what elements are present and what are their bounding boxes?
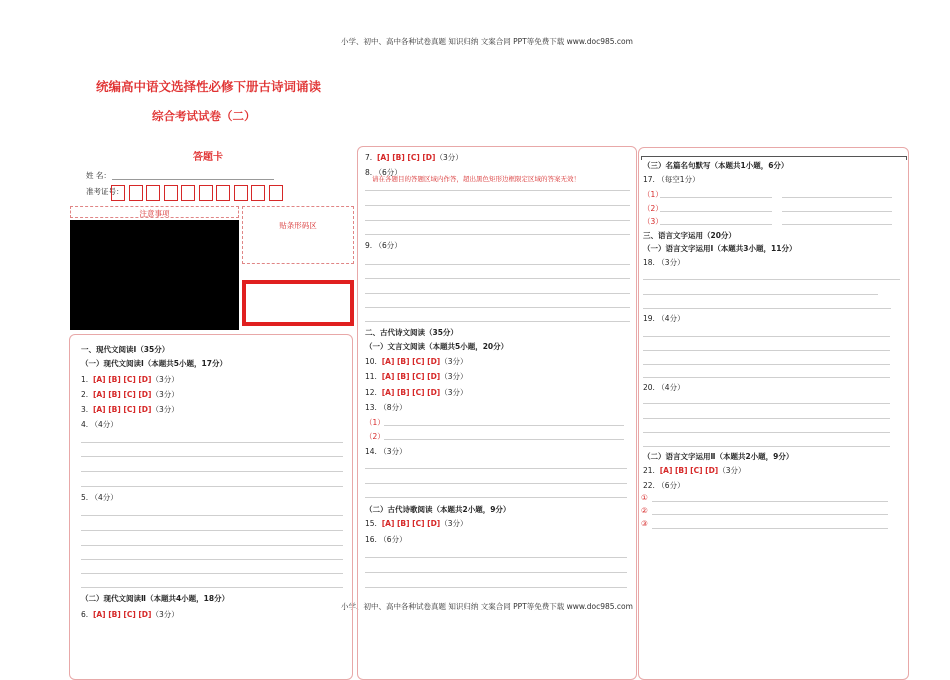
q13-part1-label: （1） xyxy=(365,418,385,427)
q4-answer-line[interactable] xyxy=(81,471,343,472)
q4-answer-line[interactable] xyxy=(81,486,343,487)
notice-label: 注意事项 xyxy=(139,209,170,218)
exam-id-digit-box[interactable] xyxy=(129,185,143,201)
q16-answer-line[interactable] xyxy=(365,557,627,558)
q5-answer-line[interactable] xyxy=(81,559,343,560)
question-8: 8. （6分） xyxy=(365,168,402,177)
q22-part1-label: ① xyxy=(641,493,648,502)
q21-options[interactable]: [A] [B] [C] [D] xyxy=(659,466,719,475)
q18-answer-line[interactable] xyxy=(643,279,900,280)
question-5: 5. （4分） xyxy=(81,493,118,502)
q5-answer-line[interactable] xyxy=(81,545,343,546)
q16-answer-line[interactable] xyxy=(365,587,627,588)
q14-answer-line[interactable] xyxy=(365,468,627,469)
exam-id-digit-box[interactable] xyxy=(251,185,265,201)
q14-answer-line[interactable] xyxy=(365,483,627,484)
exam-id-digit-box[interactable] xyxy=(181,185,195,201)
q20-answer-line[interactable] xyxy=(643,432,890,433)
q14-answer-line[interactable] xyxy=(365,497,627,498)
section1b-title: （二）现代文阅读Ⅱ（本题共4小题，18分） xyxy=(81,594,230,603)
exam-id-digit-box[interactable] xyxy=(269,185,283,201)
q4-answer-line[interactable] xyxy=(81,442,343,443)
q17-blank3-line-b[interactable] xyxy=(782,224,892,225)
page-footer: 小学、初中、高中各种试卷真题 知识归纳 文案合同 PPT等免费下载 www.doc985.com xyxy=(341,602,633,611)
barcode-label: 贴条形码区 xyxy=(279,221,317,230)
exam-id-label: 准考证号： xyxy=(86,187,124,196)
section3-title: （三）名篇名句默写（本题共1小题，6分） xyxy=(643,161,789,170)
q17-blank3-line-a[interactable] xyxy=(660,224,772,225)
q9-answer-line[interactable] xyxy=(365,321,630,322)
q1-options[interactable]: [A] [B] [C] [D] xyxy=(92,375,152,384)
question-7: 7. [A] [B] [C] [D]（3分） xyxy=(365,153,463,162)
q22-part3-label: ③ xyxy=(641,519,648,528)
q13-part1-line[interactable] xyxy=(384,425,624,426)
name-field[interactable] xyxy=(112,179,274,180)
q19-answer-line[interactable] xyxy=(643,350,890,351)
exam-id-digit-box[interactable] xyxy=(199,185,213,201)
question-19: 19. （4分） xyxy=(643,314,685,323)
q10-options[interactable]: [A] [B] [C] [D] xyxy=(381,357,441,366)
question-22: 22. （6分） xyxy=(643,481,685,490)
question-21: 21. [A] [B] [C] [D]（3分） xyxy=(643,466,746,475)
question-15: 15. [A] [B] [C] [D]（3分） xyxy=(365,519,468,528)
q18-answer-line[interactable] xyxy=(643,308,891,309)
exam-id-digit-box[interactable] xyxy=(111,185,125,201)
q19-answer-line[interactable] xyxy=(643,336,890,337)
q4-answer-line[interactable] xyxy=(81,456,343,457)
section4-title: 三、语言文字运用（20分） xyxy=(643,231,736,240)
q2-options[interactable]: [A] [B] [C] [D] xyxy=(92,390,152,399)
question-14: 14. （3分） xyxy=(365,447,407,456)
q17-blank2-line-b[interactable] xyxy=(782,211,892,212)
q16-answer-line[interactable] xyxy=(365,572,627,573)
question-2: 2. [A] [B] [C] [D]（3分） xyxy=(81,390,179,399)
q22-part2-line[interactable] xyxy=(652,514,888,515)
question-16: 16. （6分） xyxy=(365,535,407,544)
question-1: 1. [A] [B] [C] [D]（3分） xyxy=(81,375,179,384)
q17-blank1-line-a[interactable] xyxy=(660,197,772,198)
exam-id-digit-box[interactable] xyxy=(146,185,160,201)
q9-answer-line[interactable] xyxy=(365,278,630,279)
answer-area-warning: 请在各题目的答题区域内作答，超出黑色矩形边框限定区域的答案无效！ xyxy=(372,175,580,183)
section1a-title: （一）现代文阅读Ⅰ（本题共5小题，17分） xyxy=(81,359,227,368)
q22-part3-line[interactable] xyxy=(652,528,888,529)
q8-answer-line[interactable] xyxy=(365,205,630,206)
q15-options[interactable]: [A] [B] [C] [D] xyxy=(381,519,441,528)
section2-title: 二、古代诗文阅读（35分） xyxy=(365,328,458,337)
q22-part2-label: ② xyxy=(641,506,648,515)
exam-id-digit-box[interactable] xyxy=(164,185,178,201)
section2b-title: （二）古代诗歌阅读（本题共2小题，9分） xyxy=(365,505,511,514)
column1-panel xyxy=(69,334,353,680)
q17-blank1-line-b[interactable] xyxy=(782,197,892,198)
answer-card-title: 答题卡 xyxy=(193,152,223,163)
notice-block xyxy=(70,220,239,330)
page-header: 小学、初中、高中各种试卷真题 知识归纳 文案合同 PPT等免费下载 www.doc985.com xyxy=(341,37,633,46)
question-10: 10. [A] [B] [C] [D]（3分） xyxy=(365,357,468,366)
q20-answer-line[interactable] xyxy=(643,403,890,404)
q22-part1-line[interactable] xyxy=(652,501,888,502)
exam-title: 统编高中语文选择性必修下册古诗词诵读 xyxy=(96,79,322,94)
q20-answer-line[interactable] xyxy=(643,446,890,447)
q11-options[interactable]: [A] [B] [C] [D] xyxy=(381,372,441,381)
q18-answer-line[interactable] xyxy=(643,294,878,295)
question-9: 9. （6分） xyxy=(365,241,402,250)
q19-answer-line[interactable] xyxy=(643,377,890,378)
question-18: 18. （3分） xyxy=(643,258,685,267)
notice-header xyxy=(70,206,239,218)
q19-answer-line[interactable] xyxy=(643,364,890,365)
section1-title: 一、现代文阅读Ⅰ（35分） xyxy=(81,345,170,354)
section4b-title: （二）语言文字运用Ⅱ（本题共2小题，9分） xyxy=(643,452,794,461)
question-4: 4. （4分） xyxy=(81,420,118,429)
section2a-title: （一）文言文阅读（本题共5小题，20分） xyxy=(365,342,509,351)
q3-options[interactable]: [A] [B] [C] [D] xyxy=(92,405,152,414)
absent-mark-box[interactable] xyxy=(242,280,354,326)
q9-answer-line[interactable] xyxy=(365,264,630,265)
q13-part2-label: （2） xyxy=(365,432,385,441)
q20-answer-line[interactable] xyxy=(643,418,890,419)
barcode-area xyxy=(242,206,354,264)
q9-answer-line[interactable] xyxy=(365,293,630,294)
q5-answer-line[interactable] xyxy=(81,587,343,588)
question-17: 17. （每空1分） xyxy=(643,175,700,184)
q8-answer-line[interactable] xyxy=(365,234,630,235)
q9-answer-line[interactable] xyxy=(365,307,630,308)
question-3: 3. [A] [B] [C] [D]（3分） xyxy=(81,405,179,414)
exam-id-digit-box[interactable] xyxy=(216,185,230,201)
q8-answer-line[interactable] xyxy=(365,220,630,221)
exam-id-digit-box[interactable] xyxy=(234,185,248,201)
q17-blank3-label: （3） xyxy=(643,217,663,226)
question-11: 11. [A] [B] [C] [D]（3分） xyxy=(365,372,468,381)
q17-blank2-label: （2） xyxy=(643,204,663,213)
q8-answer-line[interactable] xyxy=(365,190,630,191)
q5-answer-line[interactable] xyxy=(81,573,343,574)
column2-panel xyxy=(357,146,637,680)
q17-blank1-label: （1） xyxy=(643,190,663,199)
q5-answer-line[interactable] xyxy=(81,515,343,516)
question-12: 12. [A] [B] [C] [D]（3分） xyxy=(365,388,468,397)
q13-part2-line[interactable] xyxy=(384,439,624,440)
column3-panel xyxy=(638,147,909,680)
q12-options[interactable]: [A] [B] [C] [D] xyxy=(381,388,441,397)
q6-options[interactable]: [A] [B] [C] [D] xyxy=(92,610,152,619)
name-label: 姓 名： xyxy=(86,171,111,180)
q5-answer-line[interactable] xyxy=(81,530,343,531)
section4a-title: （一）语言文字运用Ⅰ（本题共3小题，11分） xyxy=(643,244,797,253)
q17-blank2-line-a[interactable] xyxy=(660,211,772,212)
question-20: 20. （4分） xyxy=(643,383,685,392)
question-13: 13. （8分） xyxy=(365,403,407,412)
question-6: 6. [A] [B] [C] [D]（3分） xyxy=(81,610,179,619)
exam-subtitle: 综合考试试卷（二） xyxy=(152,109,256,123)
q7-options[interactable]: [A] [B] [C] [D] xyxy=(376,153,436,162)
